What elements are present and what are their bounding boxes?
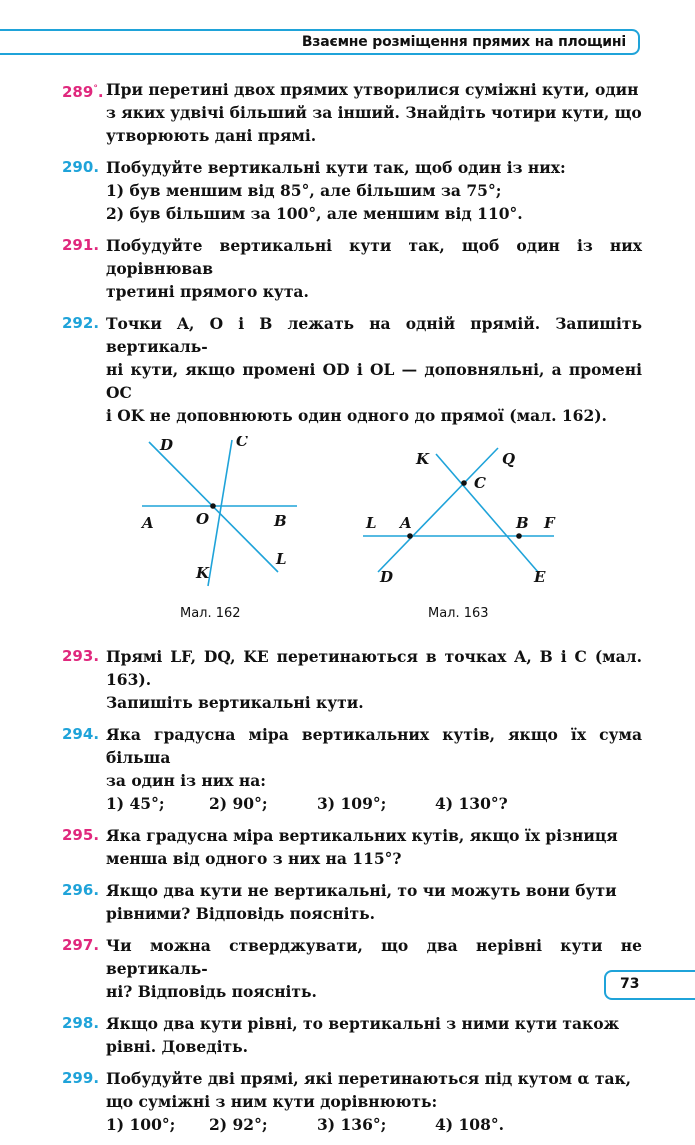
option: 2) 92°; bbox=[209, 1115, 268, 1134]
problem-number: 291. bbox=[62, 236, 100, 254]
option: 4) 108°. bbox=[435, 1115, 505, 1134]
problem-291 bbox=[62, 234, 642, 303]
label-k: K bbox=[196, 564, 210, 582]
figures-row bbox=[62, 436, 642, 631]
problem-text: При перетині двох прямих утворилися суміжні кути, один з яких удвічі більший за інший. Знайдіть чотири кути, що утворюють дані прямі. bbox=[106, 80, 642, 145]
problem-295 bbox=[62, 824, 642, 870]
problem-number: 298. bbox=[62, 1014, 100, 1032]
option: 4) 130°? bbox=[435, 794, 508, 813]
problem-text: Яка градусна міра вертикальних кутів, якщо їх різниця менша від одного з них на 115°? bbox=[106, 826, 618, 868]
problem-text: Побудуйте вертикальні кути так, щоб один із них: 1) був меншим від 85°, але більшим за 75°; 2) був більшим за 100°, але меншим від 110°. bbox=[106, 158, 566, 223]
option: 2) 90°; bbox=[209, 794, 268, 813]
label-b: B bbox=[274, 512, 287, 530]
problem-text: Якщо два кути не вертикальні, то чи можуть вони бути рівними? Відповідь поясніть. bbox=[106, 881, 617, 923]
problem-number: 290. bbox=[62, 158, 100, 176]
problem-296 bbox=[62, 879, 642, 925]
option: 1) 100°; bbox=[106, 1115, 176, 1134]
problem-298 bbox=[62, 1012, 642, 1058]
problem-text: Побудуйте вертикальні кути так, щоб один із них дорівнював третині прямого кута. bbox=[106, 236, 642, 301]
problem-number: 294. bbox=[62, 725, 100, 743]
problem-293 bbox=[62, 645, 642, 714]
label-c: C bbox=[474, 474, 486, 492]
line-ke bbox=[436, 454, 538, 572]
point-c bbox=[461, 480, 467, 486]
problem-number: 297. bbox=[62, 936, 100, 954]
label-k: K bbox=[416, 450, 430, 468]
problem-294 bbox=[62, 723, 642, 815]
label-f: F bbox=[544, 514, 555, 532]
problem-text: Точки A, O і B лежать на одній прямій. Запишіть вертикаль- ні кути, якщо промені OD і OL — доповняльні, а промені OC і OK не доповнюють один одного до прямої (мал. 162). bbox=[106, 314, 642, 425]
figure-163 bbox=[358, 436, 558, 606]
problems-content bbox=[62, 78, 642, 1145]
problem-297 bbox=[62, 934, 642, 1003]
header-bar bbox=[0, 29, 640, 55]
page-number: 73 bbox=[620, 976, 640, 992]
label-a: A bbox=[400, 514, 412, 532]
caption-163: Мал. 163 bbox=[428, 606, 489, 621]
problem-number: 295. bbox=[62, 826, 100, 844]
point-o bbox=[210, 503, 216, 509]
option: 3) 109°; bbox=[317, 794, 387, 813]
label-c: C bbox=[236, 436, 248, 450]
label-l: L bbox=[276, 550, 287, 568]
label-o: O bbox=[196, 510, 210, 528]
line-dq bbox=[378, 448, 498, 572]
problem-number: 296. bbox=[62, 881, 100, 899]
line-ck bbox=[208, 440, 232, 586]
problem-number: 293. bbox=[62, 647, 100, 665]
problem-number: 289°. bbox=[62, 83, 104, 101]
caption-162: Мал. 162 bbox=[180, 606, 241, 621]
answer-options bbox=[106, 1113, 642, 1136]
problem-290 bbox=[62, 156, 642, 225]
option: 3) 136°; bbox=[317, 1115, 387, 1134]
point-b bbox=[516, 533, 522, 539]
label-q: Q bbox=[502, 450, 516, 468]
problem-text: Якщо два кути рівні, то вертикальні з ними кути також рівні. Доведіть. bbox=[106, 1014, 620, 1056]
label-d: D bbox=[160, 436, 174, 454]
problem-text: Яка градусна міра вертикальних кутів, якщо їх сума більша за один із них на: 1) 45°; 2) 90°; 3) 109°; 4) 130°? bbox=[106, 725, 642, 813]
figure-162 bbox=[132, 436, 302, 606]
label-a: A bbox=[142, 514, 154, 532]
answer-options bbox=[106, 792, 642, 815]
problem-299 bbox=[62, 1067, 642, 1136]
label-l: L bbox=[366, 514, 377, 532]
label-b: B bbox=[516, 514, 529, 532]
option: 1) 45°; bbox=[106, 794, 165, 813]
page-number-box bbox=[604, 970, 695, 1000]
problem-text: Чи можна стверджувати, що два нерівні кути не вертикаль- ні? Відповідь поясніть. bbox=[106, 936, 642, 1001]
label-d: D bbox=[380, 568, 394, 586]
problem-text: Прямі LF, DQ, KE перетинаються в точках A, B і C (мал. 163). Запишіть вертикальні кути. bbox=[106, 647, 642, 712]
problem-number: 299. bbox=[62, 1069, 100, 1087]
problem-289 bbox=[62, 78, 642, 147]
problem-text: Побудуйте дві прямі, які перетинаються під кутом α так, що суміжні з ним кути дорівнюють: 1) 100°; 2) 92°; 3) 136°; 4) 108°. bbox=[106, 1067, 642, 1136]
problem-292 bbox=[62, 312, 642, 427]
label-e: E bbox=[534, 568, 546, 586]
point-a bbox=[407, 533, 413, 539]
problem-number: 292. bbox=[62, 314, 100, 332]
header-title: Взаємне розміщення прямих на площині bbox=[301, 34, 626, 50]
